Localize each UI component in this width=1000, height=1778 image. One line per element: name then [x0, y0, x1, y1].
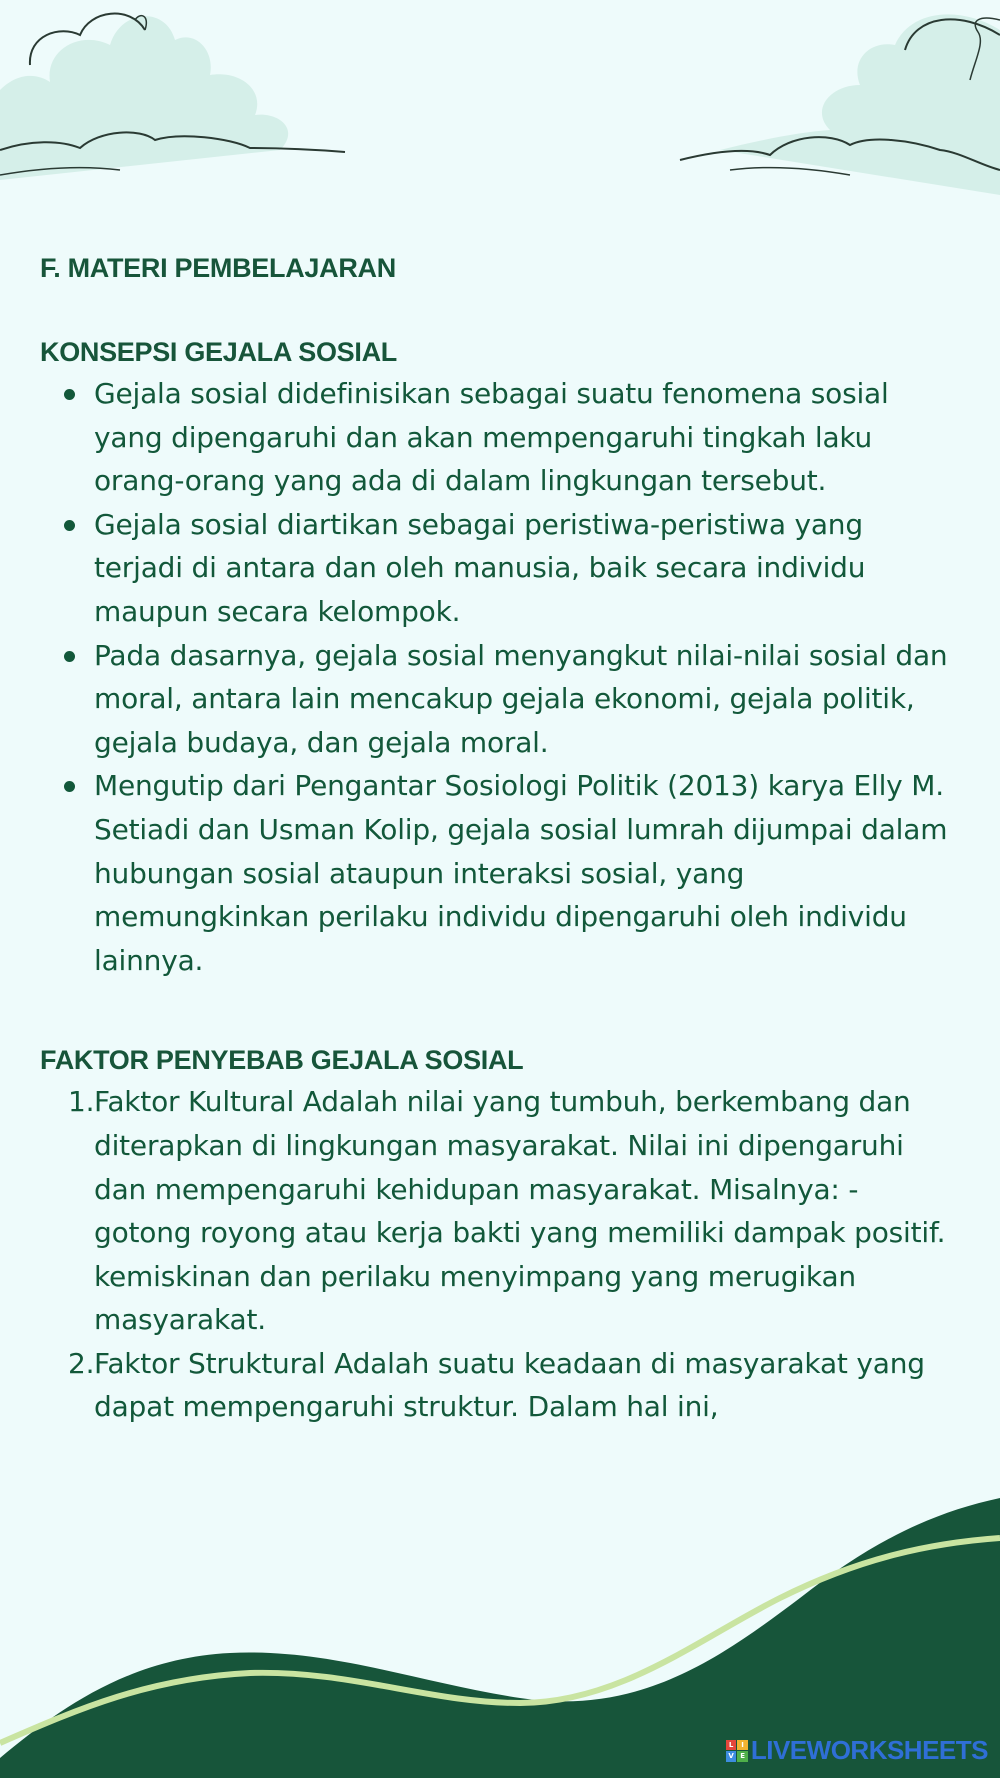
logo-letter: V	[726, 1751, 737, 1762]
list-number: 1.	[68, 1085, 95, 1119]
konsepsi-heading: KONSEPSI GEJALA SOSIAL	[40, 337, 397, 367]
list-item-text: Pada dasarnya, gejala sosial menyangkut nilai-nilai sosial dan moral, antara lain mencakup gejala ekonomi, gejala politik, gejala budaya, dan gejala moral.	[94, 638, 948, 759]
liveworksheets-watermark	[726, 1735, 988, 1766]
list-item	[40, 1342, 960, 1429]
bullet-icon	[64, 520, 75, 531]
liveworksheets-logo-icon	[726, 1740, 748, 1762]
list-number: 2.	[68, 1346, 95, 1380]
bullet-icon	[64, 389, 75, 400]
list-item-text: Mengutip dari Pengantar Sosiologi Politik (2013) karya Elly M. Setiadi dan Usman Kolip, gejala sosial lumrah dijumpai dalam hubungan sosial ataupun interaksi sosial, yang memungkinkan perilaku individu dipengaruhi oleh individu lainnya.	[94, 769, 948, 977]
list-item-text: Faktor Kultural Adalah nilai yang tumbuh, berkembang dan diterapkan di lingkungan masyarakat. Nilai ini dipengaruhi dan mempengaruhi kehidupan masyarakat. Misalnya: - gotong royong atau kerja bakti yang memiliki dampak positif. kemiskinan dan perilaku menyimpang yang merugikan masyarakat.	[94, 1085, 946, 1337]
logo-letter: E	[737, 1751, 748, 1762]
bullet-icon	[64, 651, 75, 662]
konsepsi-list	[40, 372, 960, 982]
list-item-text: Gejala sosial diartikan sebagai peristiwa-peristiwa yang terjadi di antara dan oleh manusia, baik secara individu maupun secara kelompok.	[94, 507, 866, 628]
bullet-icon	[64, 781, 75, 792]
logo-letter: I	[737, 1740, 748, 1751]
list-item-text: Gejala sosial didefinisikan sebagai suatu fenomena sosial yang dipengaruhi dan akan mempengaruhi tingkah laku orang-orang yang ada di dalam lingkungan tersebut.	[94, 377, 889, 498]
logo-letter: L	[726, 1740, 737, 1751]
list-item	[40, 634, 960, 765]
cloud-right-decoration	[660, 0, 1000, 200]
list-item	[40, 372, 960, 503]
section-title: F. MATERI PEMBELAJARAN	[40, 253, 396, 283]
list-item	[40, 503, 960, 634]
list-item	[40, 764, 960, 982]
watermark-text: LIVEWORKSHEETS	[750, 1735, 988, 1765]
cloud-left-decoration	[0, 0, 350, 200]
faktor-heading: FAKTOR PENYEBAB GEJALA SOSIAL	[40, 1045, 524, 1076]
lesson-content	[40, 248, 960, 1429]
faktor-list	[40, 1080, 960, 1429]
list-item-text: Faktor Struktural Adalah suatu keadaan di masyarakat yang dapat mempengaruhi struktur. Dalam hal ini,	[94, 1346, 925, 1424]
list-item	[40, 1080, 960, 1342]
